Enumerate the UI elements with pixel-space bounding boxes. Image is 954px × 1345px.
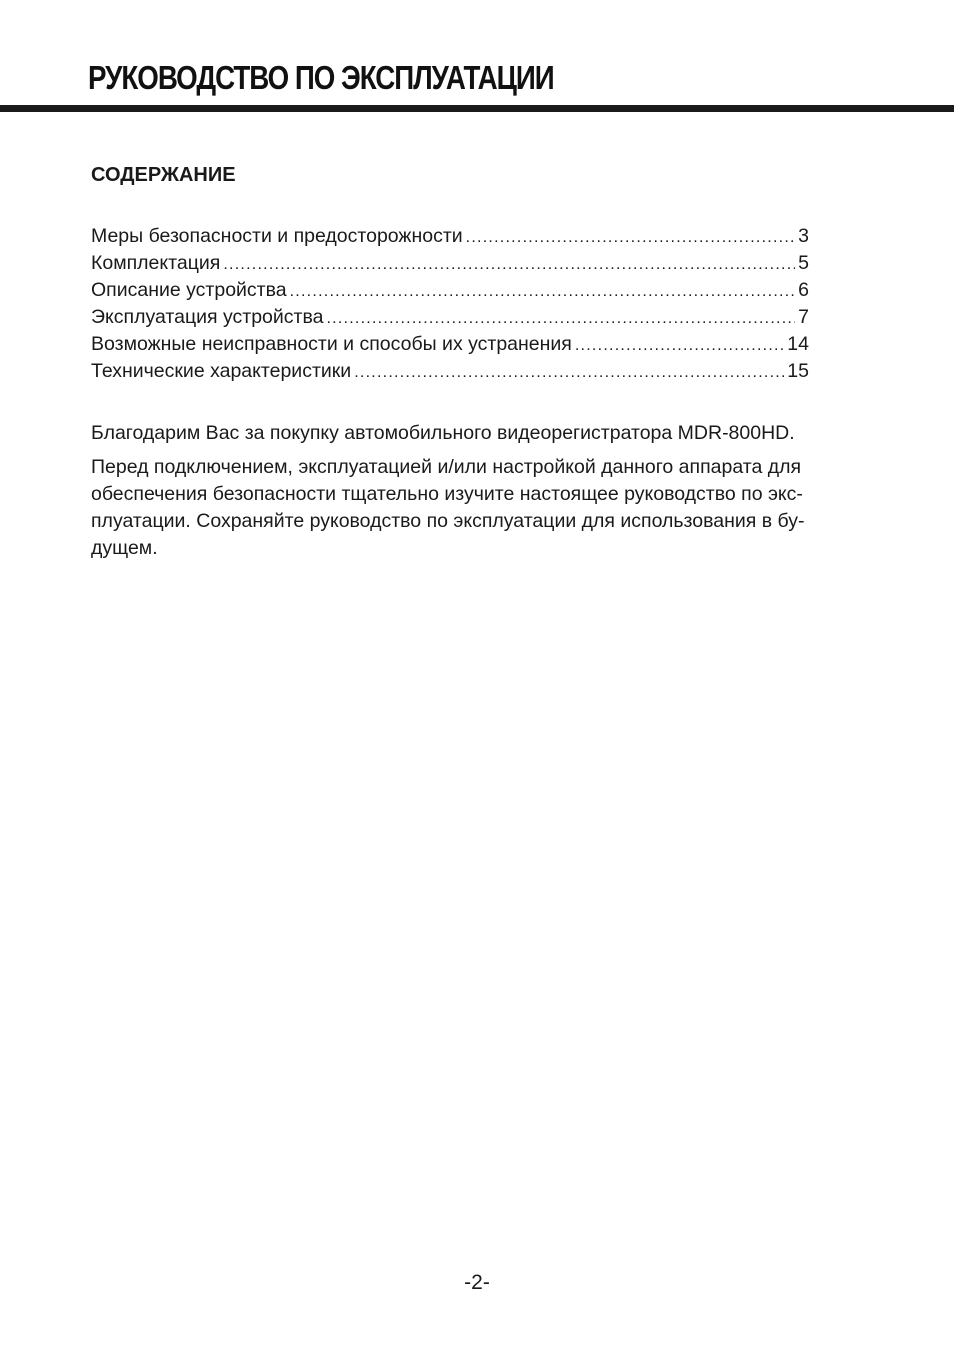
toc-leader-dots: [326, 305, 795, 332]
toc-item-label: Технические характеристики: [91, 360, 352, 382]
toc-item-page: 14: [787, 333, 809, 355]
toc-item-page: 5: [798, 252, 809, 274]
toc-item-safety[interactable]: [91, 223, 809, 250]
toc-item-label: Описание устройства: [91, 279, 287, 301]
toc-item-label: Меры безопасности и предосторожности: [91, 225, 463, 247]
toc-heading: СОДЕРЖАНИЕ: [91, 164, 236, 186]
toc-item-page: 15: [787, 360, 809, 382]
toc-item-page: 3: [798, 225, 809, 247]
toc-leader-dots: [223, 251, 795, 278]
page-header: [0, 0, 954, 112]
toc-item-label: Комплектация: [91, 252, 221, 274]
intro-paragraph-instructions: Перед подключением, эксплуатацией и/или настройкой данного аппарата для обеспечения безопасности тщательно изучите настоящее руководство по экс-плуатации. Сохраняйте руководство по эксплуатации для использования в бу-дущем.: [91, 456, 805, 559]
toc-leader-dots: [466, 224, 795, 251]
toc-leader-dots: [290, 278, 796, 305]
table-of-contents: [91, 223, 809, 385]
toc-item-package[interactable]: [91, 250, 809, 277]
toc-item-operation[interactable]: [91, 304, 809, 331]
toc-leader-dots: [575, 332, 784, 359]
toc-item-specifications[interactable]: [91, 358, 809, 385]
header-rule: [0, 105, 954, 112]
page-number: -2-: [464, 1271, 490, 1294]
toc-item-troubleshooting[interactable]: [91, 331, 809, 358]
intro-paragraph-thanks: Благодарим Вас за покупку автомобильного видеорегистратора MDR-800HD.: [91, 422, 795, 444]
document-title: РУКОВОДСТВО ПО ЭКСПЛУАТАЦИИ: [88, 59, 554, 96]
toc-leader-dots: [354, 359, 784, 386]
toc-item-description[interactable]: [91, 277, 809, 304]
toc-item-page: 6: [798, 279, 809, 301]
intro-text: [91, 420, 867, 569]
toc-item-page: 7: [798, 306, 809, 328]
toc-item-label: Возможные неисправности и способы их устранения: [91, 333, 572, 355]
toc-item-label: Эксплуатация устройства: [91, 306, 324, 328]
